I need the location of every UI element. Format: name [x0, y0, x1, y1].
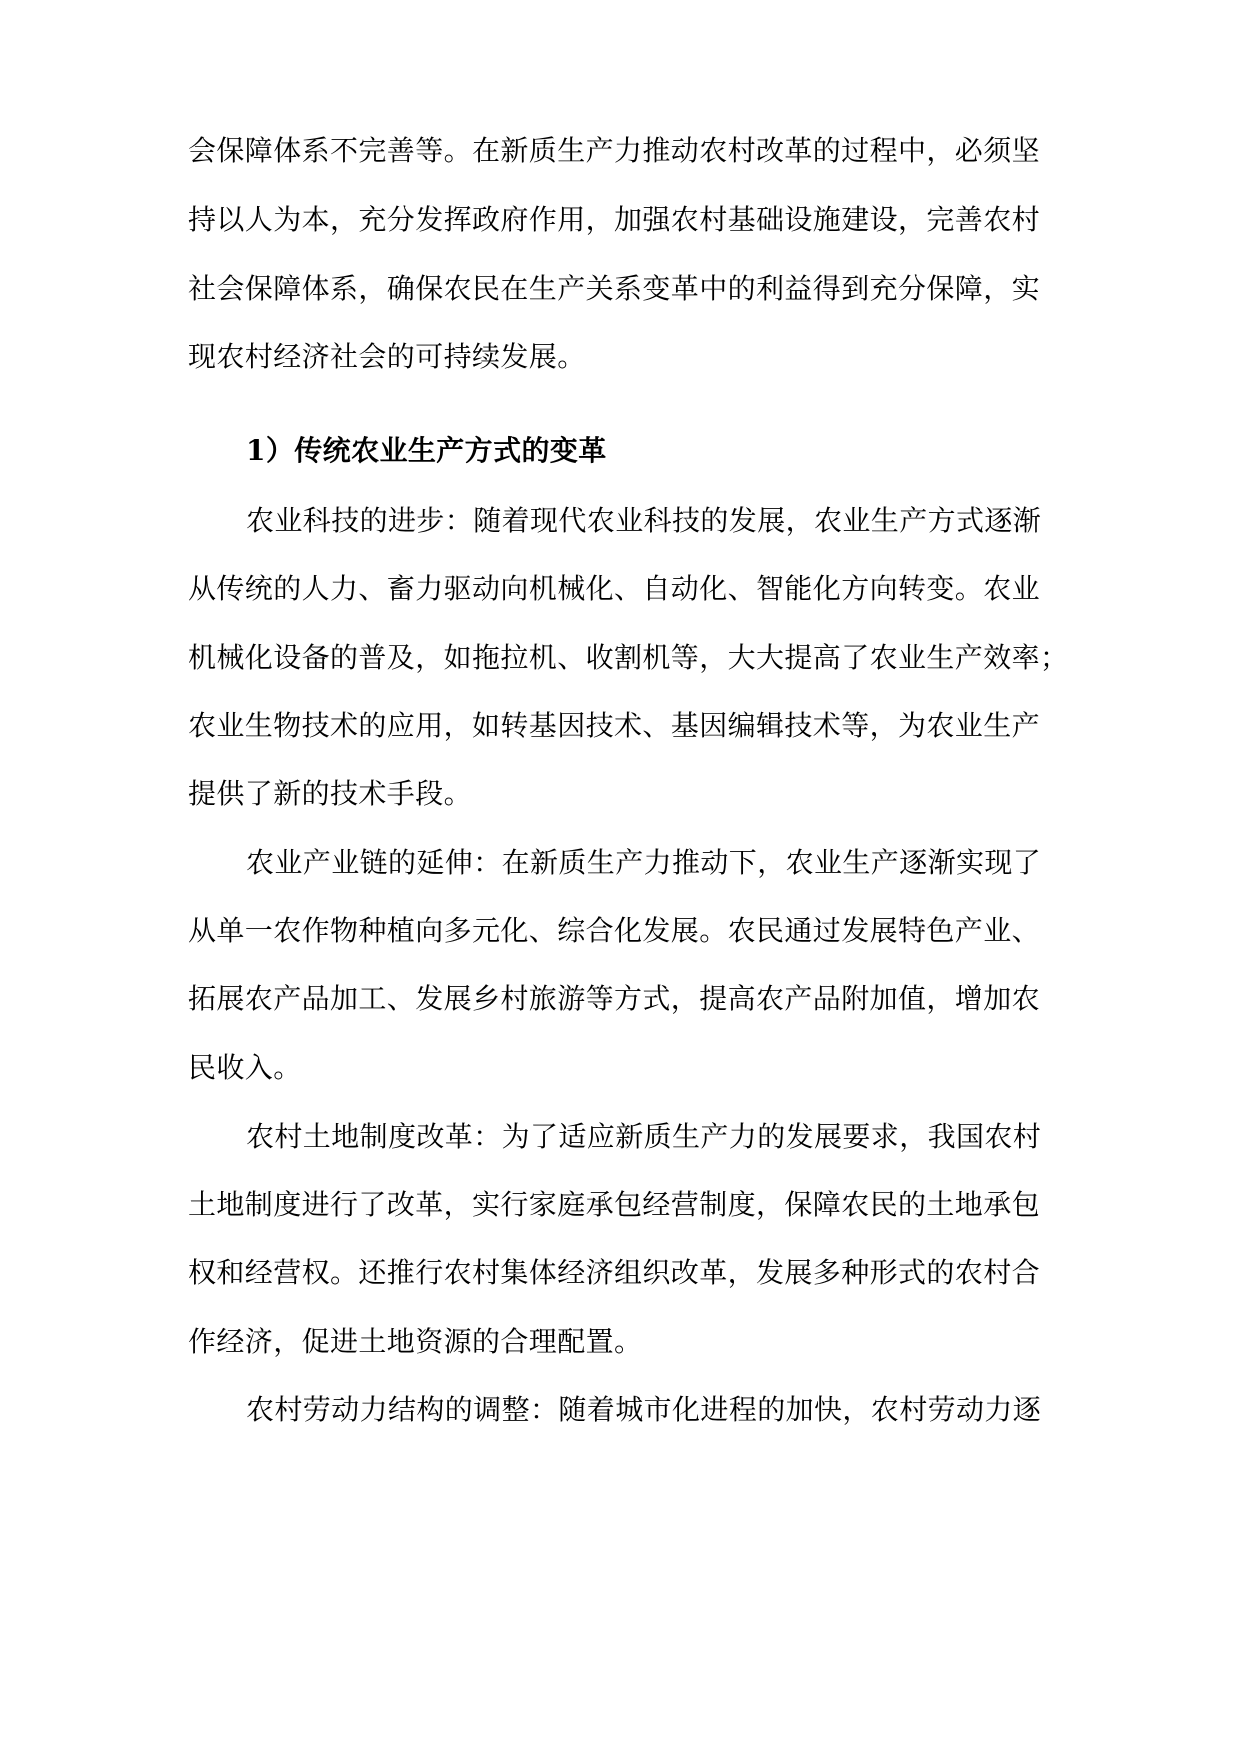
paragraph-chain-line-1: 农业产业链的延伸：在新质生产力推动下，农业生产逐渐实现了	[246, 846, 1042, 879]
section-heading: 1）传统农业生产方式的变革	[246, 434, 607, 467]
paragraph-chain-line-4: 民收入。	[188, 1051, 302, 1084]
paragraph-intro-line-3: 社会保障体系，确保农民在生产关系变革中的利益得到充分保障，实	[188, 272, 1041, 305]
paragraph-land-line-4: 作经济，促进土地资源的合理配置。	[188, 1325, 643, 1358]
paragraph-land-line-1: 农村土地制度改革：为了适应新质生产力的发展要求，我国农村	[246, 1120, 1042, 1153]
paragraph-tech-line-3: 机械化设备的普及，如拖拉机、收割机等，大大提高了农业生产效率；	[188, 641, 1069, 674]
paragraph-tech-line-2: 从传统的人力、畜力驱动向机械化、自动化、智能化方向转变。农业	[188, 572, 1041, 605]
paragraph-chain-line-3: 拓展农产品加工、发展乡村旅游等方式，提高农产品附加值，增加农	[188, 982, 1041, 1015]
paragraph-tech-line-5: 提供了新的技术手段。	[188, 777, 473, 810]
paragraph-intro-line-1: 会保障体系不完善等。在新质生产力推动农村改革的过程中，必须坚	[188, 134, 1041, 167]
paragraph-intro-line-2: 持以人为本，充分发挥政府作用，加强农村基础设施建设，完善农村	[188, 203, 1041, 236]
paragraph-land-line-3: 权和经营权。还推行农村集体经济组织改革，发展多种形式的农村合	[188, 1256, 1041, 1289]
paragraph-tech-line-1: 农业科技的进步：随着现代农业科技的发展，农业生产方式逐渐	[246, 504, 1042, 537]
paragraph-land-line-2: 土地制度进行了改革，实行家庭承包经营制度，保障农民的土地承包	[188, 1188, 1041, 1221]
paragraph-intro-line-4: 现农村经济社会的可持续发展。	[188, 340, 586, 373]
paragraph-chain-line-2: 从单一农作物种植向多元化、综合化发展。农民通过发展特色产业、	[188, 914, 1041, 947]
paragraph-labor-line-1: 农村劳动力结构的调整：随着城市化进程的加快，农村劳动力逐	[246, 1393, 1042, 1426]
paragraph-tech-line-4: 农业生物技术的应用，如转基因技术、基因编辑技术等，为农业生产	[188, 709, 1041, 742]
